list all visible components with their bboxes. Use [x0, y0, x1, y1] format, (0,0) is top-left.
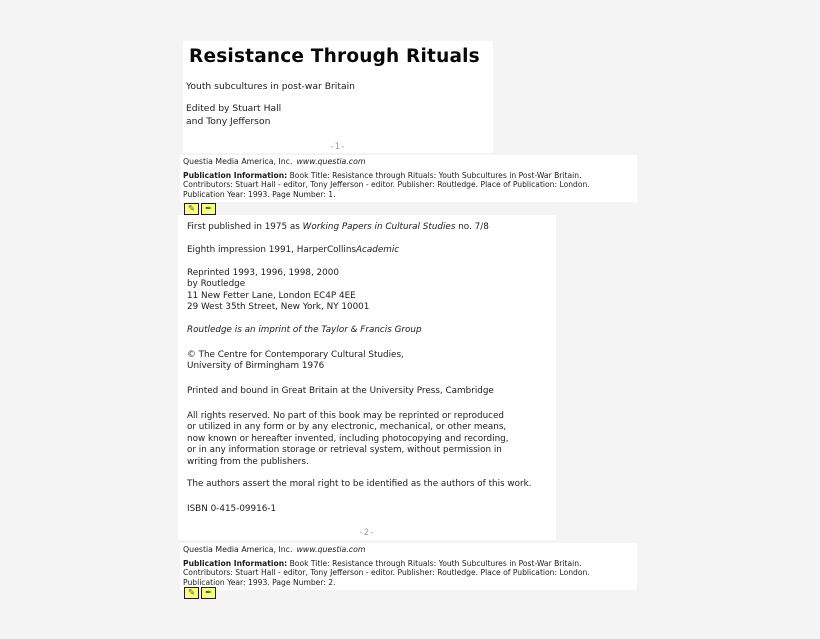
rights-line: or utilized in any form or by any electronic, mechanical, or other means,	[187, 422, 507, 433]
questia-url: www.questia.com	[296, 157, 366, 166]
imprint-note: Routledge is an imprint of the Taylor & Francis Group	[187, 325, 422, 335]
copyright-line: University of Birmingham 1976	[187, 361, 325, 372]
publication-info-label: Publication Information:	[183, 559, 288, 568]
title-card	[183, 41, 493, 153]
reprint-line: 11 New Fetter Lane, London EC4P 4EE	[187, 290, 356, 301]
book-title: Resistance Through Rituals	[189, 46, 480, 67]
eighth-impression-imprint: Academic	[356, 245, 400, 255]
rights-line: or in any information storage or retrieval system, without permission in	[187, 445, 502, 456]
first-published-post: no. 7/8	[455, 222, 489, 232]
rights-line: writing from the publishers.	[187, 456, 309, 467]
page-tool-button-1[interactable]	[184, 203, 199, 215]
isbn-line: ISBN 0-415-09916-1	[187, 504, 277, 514]
publication-info-line2: Contributors: Stuart Hall - editor, Tony Jefferson - editor. Publisher: Routledge. Place of Publication: London.	[183, 568, 590, 578]
copyright-line: © The Centre for Contemporary Cultural Studies,	[187, 350, 404, 360]
publication-info-line1-text: Book Title: Resistance through Rituals: Youth Subcultures in Post-War Britain.	[287, 171, 582, 180]
publication-info	[183, 171, 590, 199]
page-tools-2	[184, 587, 218, 600]
book-page-2	[178, 215, 556, 540]
publication-info-line3: Publication Year: 1993. Page Number: 2.	[183, 577, 336, 587]
reprint-line: by Routledge	[187, 279, 246, 290]
printed-bound-line: Printed and bound in Great Britain at the University Press, Cambridge	[187, 386, 494, 396]
copyright-block	[187, 350, 404, 373]
edited-by-line1: Edited by Stuart Hall	[186, 103, 282, 114]
moral-right-line: The authors assert the moral right to be identified as the authors of this work.	[187, 479, 532, 489]
page-tool-button-1[interactable]	[184, 587, 199, 599]
edited-by-line2: and Tony Jefferson	[186, 115, 271, 127]
publication-banner-1	[180, 155, 637, 202]
questia-attribution	[183, 157, 365, 166]
rights-line: All rights reserved. No part of this book may be reprinted or reproduced	[187, 411, 505, 421]
reprint-line: Reprinted 1993, 1996, 1998, 2000	[187, 268, 339, 278]
questia-url: www.questia.com	[296, 545, 366, 554]
pen-icon: ✒	[204, 588, 213, 598]
publication-info	[183, 559, 590, 587]
page-marker-2: -2-	[359, 528, 375, 538]
questia-attribution	[183, 545, 365, 554]
first-published-pre: First published in 1975 as	[187, 222, 303, 232]
publication-info-line3: Publication Year: 1993. Page Number: 1.	[183, 189, 336, 199]
editors-block	[186, 103, 281, 128]
pencil-icon: ✎	[187, 588, 196, 598]
page-marker-1: -1-	[330, 142, 346, 152]
page-tool-button-2[interactable]	[201, 587, 216, 599]
reprint-block	[187, 268, 369, 314]
questia-company-name: Questia Media America, Inc.	[183, 157, 293, 166]
publication-info-line1	[183, 171, 590, 180]
pencil-icon: ✎	[187, 204, 196, 214]
publication-info-label: Publication Information:	[183, 171, 288, 180]
reprint-line: 29 West 35th Street, New York, NY 10001	[187, 302, 370, 313]
rights-reserved-block	[187, 411, 509, 468]
rights-line: now known or hereafter invented, including photocopying and recording,	[187, 433, 509, 444]
first-published-line	[187, 222, 489, 233]
publication-banner-2	[180, 543, 637, 590]
publication-info-line1-text: Book Title: Resistance through Rituals: Youth Subcultures in Post-War Britain.	[287, 559, 582, 568]
page-tool-button-2[interactable]	[201, 203, 216, 215]
eighth-impression-pre: Eighth impression 1991, HarperCollins	[187, 245, 357, 255]
questia-company-name: Questia Media America, Inc.	[183, 545, 293, 554]
pen-icon: ✒	[204, 204, 213, 214]
first-published-journal-title: Working Papers in Cultural Studies	[302, 222, 456, 232]
publication-info-line1	[183, 559, 590, 568]
publication-info-line2: Contributors: Stuart Hall - editor, Tony Jefferson - editor. Publisher: Routledge. Place of Publication: London.	[183, 180, 590, 190]
book-subtitle: Youth subcultures in post-war Britain	[186, 81, 355, 92]
eighth-impression-line	[187, 245, 399, 256]
